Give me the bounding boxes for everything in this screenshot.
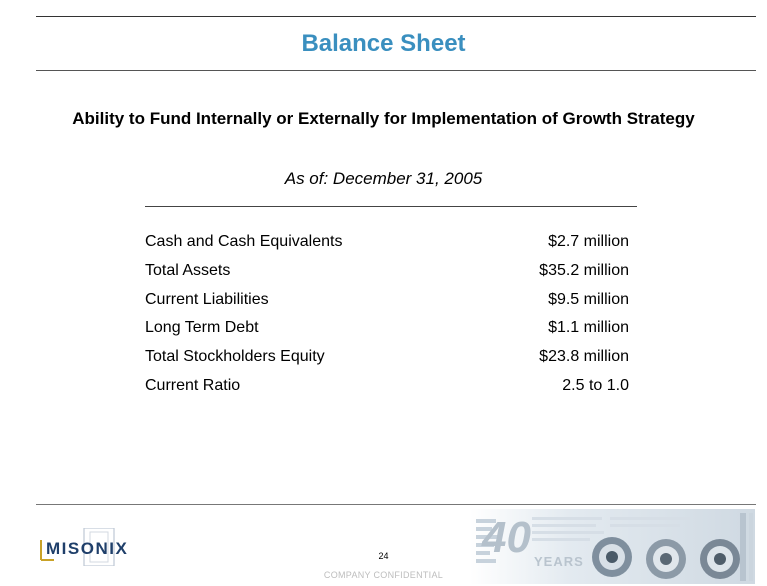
row-label: Total Stockholders Equity: [145, 348, 325, 365]
banner-word: YEARS: [534, 554, 584, 569]
table-row: [145, 377, 629, 399]
table-row: [145, 262, 629, 284]
footer-rule: [36, 504, 756, 505]
row-label: Current Liabilities: [145, 291, 269, 308]
banner-number: 40: [482, 513, 531, 562]
subtitle: Ability to Fund Internally or Externally for Implementation of Growth Strategy: [72, 109, 695, 128]
row-label: Cash and Cash Equivalents: [145, 233, 343, 250]
row-value: $23.8 million: [539, 348, 629, 365]
confidential-label: COMPANY CONFIDENTIAL: [323, 570, 444, 580]
row-value: 2.5 to 1.0: [562, 377, 629, 394]
row-value: $9.5 million: [548, 291, 629, 308]
page-number: 24: [378, 551, 389, 561]
date-rule: [145, 206, 637, 207]
page-title: Balance Sheet: [301, 30, 466, 57]
title-rule: [36, 70, 756, 71]
row-value: $2.7 million: [548, 233, 629, 250]
table-row: [145, 233, 629, 255]
top-rule: [36, 16, 756, 17]
logo-text: MISONIX: [46, 539, 129, 558]
row-value: $35.2 million: [539, 262, 629, 279]
row-label: Current Ratio: [145, 377, 241, 394]
row-value: $1.1 million: [548, 319, 629, 336]
table-row: [145, 319, 629, 341]
row-label: Long Term Debt: [145, 319, 259, 336]
as-of-date: As of: December 31, 2005: [284, 169, 483, 188]
row-label: Total Assets: [145, 262, 231, 279]
table-row: [145, 348, 629, 370]
anniversary-banner: [470, 509, 755, 584]
table-row: [145, 291, 629, 313]
